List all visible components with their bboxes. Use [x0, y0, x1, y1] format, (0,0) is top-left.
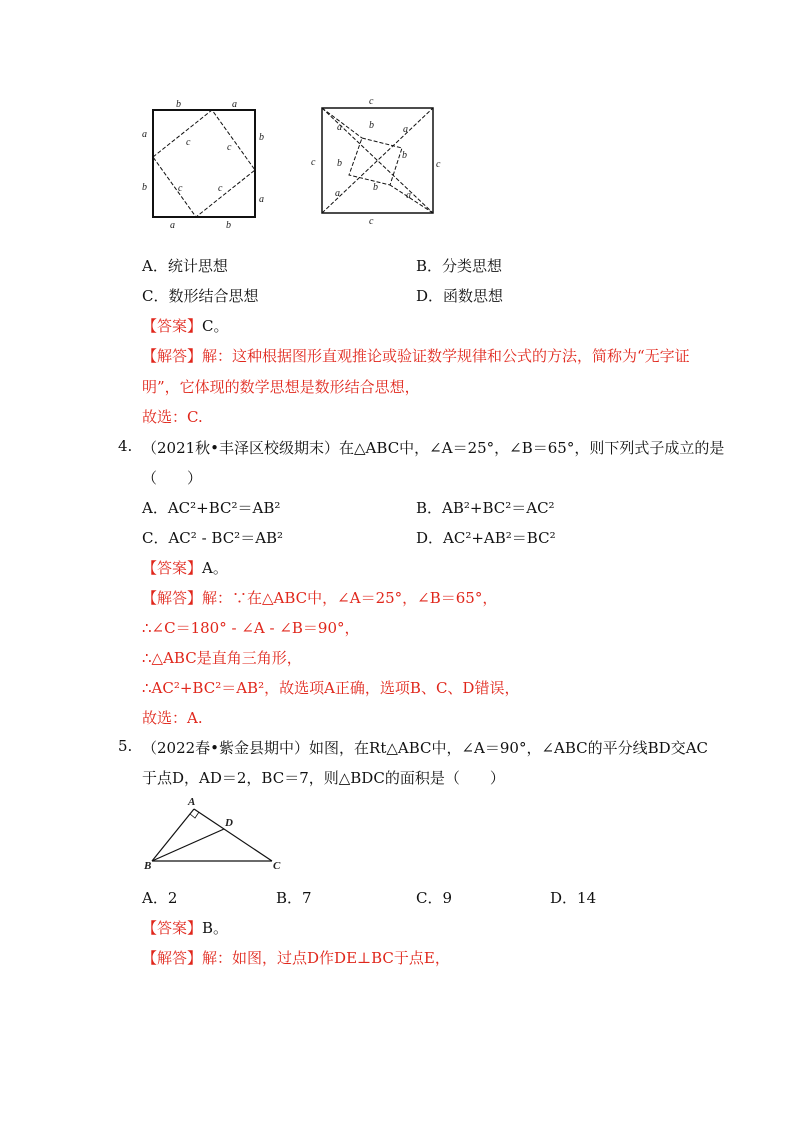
fig1-label-b-top: b	[176, 99, 181, 110]
fig1-label-a-right: a	[259, 194, 264, 205]
q4-analysis-step4: ∴AC²+BC²＝AB²，故选项A正确，选项B、C、D错误，	[142, 679, 520, 697]
q4-analysis-tag: 【解答】	[142, 589, 203, 607]
fig1-label-b-right: b	[259, 132, 264, 143]
q3-analysis-text: 解：这种根据图形直观推论或验证数学规律和公式的方法，简称为“无字证	[202, 347, 690, 365]
q5-option-c: C．9	[416, 889, 453, 907]
q5-answer-tag: 【答案】	[142, 919, 203, 937]
q4-answer	[142, 557, 228, 578]
fig2-label-b-3: b	[337, 158, 342, 169]
q3-analysis-line2: 明”，它体现的数学思想是数形结合思想，	[142, 378, 420, 396]
q5-analysis	[142, 947, 450, 968]
figure-pythagoras-square-1	[138, 95, 273, 230]
fig1-label-b-bottom: b	[226, 220, 231, 230]
q4-analysis-step2: ∴∠C＝180° - ∠A - ∠B＝90°，	[142, 619, 360, 637]
q3-option-c: C．数形结合思想	[142, 287, 259, 305]
fig1-label-b-left: b	[142, 182, 147, 193]
fig2-label-a-4: a	[406, 190, 411, 201]
q4-paren: （ ）	[142, 469, 203, 487]
q3-answer-tag: 【答案】	[142, 317, 203, 335]
q5-answer	[142, 917, 228, 938]
q5-option-b: B．7	[276, 889, 312, 907]
figure-pythagoras-square-2	[305, 93, 445, 233]
q3-analysis-tag: 【解答】	[142, 347, 203, 365]
q5-number: 5.	[118, 737, 133, 755]
q3-answer-value: C。	[202, 317, 229, 335]
q4-analysis-step3: ∴△ABC是直角三角形，	[142, 649, 302, 667]
q4-answer-value: A。	[202, 559, 228, 577]
q4-analysis-text: 解：∵在△ABC中，∠A＝25°，∠B＝65°，	[202, 589, 498, 607]
fig2-label-c-bottom: c	[369, 216, 374, 227]
fig3-label-c: C	[273, 860, 281, 872]
fig3-label-b: B	[144, 860, 152, 872]
fig1-label-c-1: c	[186, 137, 191, 148]
q5-option-d: D．14	[550, 889, 597, 907]
fig1-label-a-top: a	[232, 99, 237, 110]
q3-option-a: A．统计思想	[142, 257, 228, 275]
fig2-label-a-2: a	[403, 124, 408, 135]
q3-analysis-line1	[142, 345, 690, 366]
q3-answer	[142, 315, 229, 336]
q3-conclusion: 故选：C.	[142, 408, 203, 426]
fig1-label-c-2: c	[227, 142, 232, 153]
q5-analysis-text: 解：如图，过点D作DE⊥BC于点E，	[202, 949, 450, 967]
q3-option-b: B．分类思想	[416, 257, 503, 275]
fig2-label-c-right: c	[436, 159, 441, 170]
q4-option-a: A．AC²+BC²＝AB²	[142, 499, 281, 517]
figure-right-triangle-abc	[142, 795, 292, 875]
q4-number: 4.	[118, 437, 133, 455]
fig2-label-c-left: c	[311, 157, 316, 168]
q4-option-d: D．AC²+AB²＝BC²	[416, 529, 556, 547]
fig3-label-d: D	[225, 817, 233, 829]
q4-analysis-step1	[142, 587, 497, 608]
q4-option-c: C．AC² - BC²＝AB²	[142, 529, 284, 547]
q5-answer-value: B。	[202, 919, 229, 937]
fig2-label-c-top: c	[369, 96, 374, 107]
fig1-label-c-4: c	[218, 183, 223, 194]
fig3-label-a: A	[188, 796, 196, 808]
fig2-label-b-4: b	[373, 182, 378, 193]
q5-stem-line1: （2022春•紫金县期中）如图，在Rt△ABC中，∠A＝90°，∠ABC的平分线BD交AC	[142, 739, 709, 757]
fig2-label-b-1: b	[369, 120, 374, 131]
fig2-label-b-2: b	[402, 150, 407, 161]
fig2-label-a-3: a	[335, 188, 340, 199]
q5-stem-line2: 于点D，AD＝2，BC＝7，则△BDC的面积是（ ）	[142, 769, 505, 787]
q5-analysis-tag: 【解答】	[142, 949, 203, 967]
q4-conclusion: 故选：A.	[142, 709, 203, 727]
q4-option-b: B．AB²+BC²＝AC²	[416, 499, 555, 517]
fig1-label-c-3: c	[178, 183, 183, 194]
fig1-label-a-left: a	[142, 129, 147, 140]
fig2-label-a-1: a	[337, 122, 342, 133]
q4-stem: （2021秋•丰泽区校级期末）在△ABC中，∠A＝25°，∠B＝65°，则下列式子成立的是	[142, 439, 725, 457]
q3-option-d: D．函数思想	[416, 287, 504, 305]
q5-option-a: A．2	[142, 889, 178, 907]
fig1-label-a-bottom: a	[170, 220, 175, 230]
q4-answer-tag: 【答案】	[142, 559, 203, 577]
